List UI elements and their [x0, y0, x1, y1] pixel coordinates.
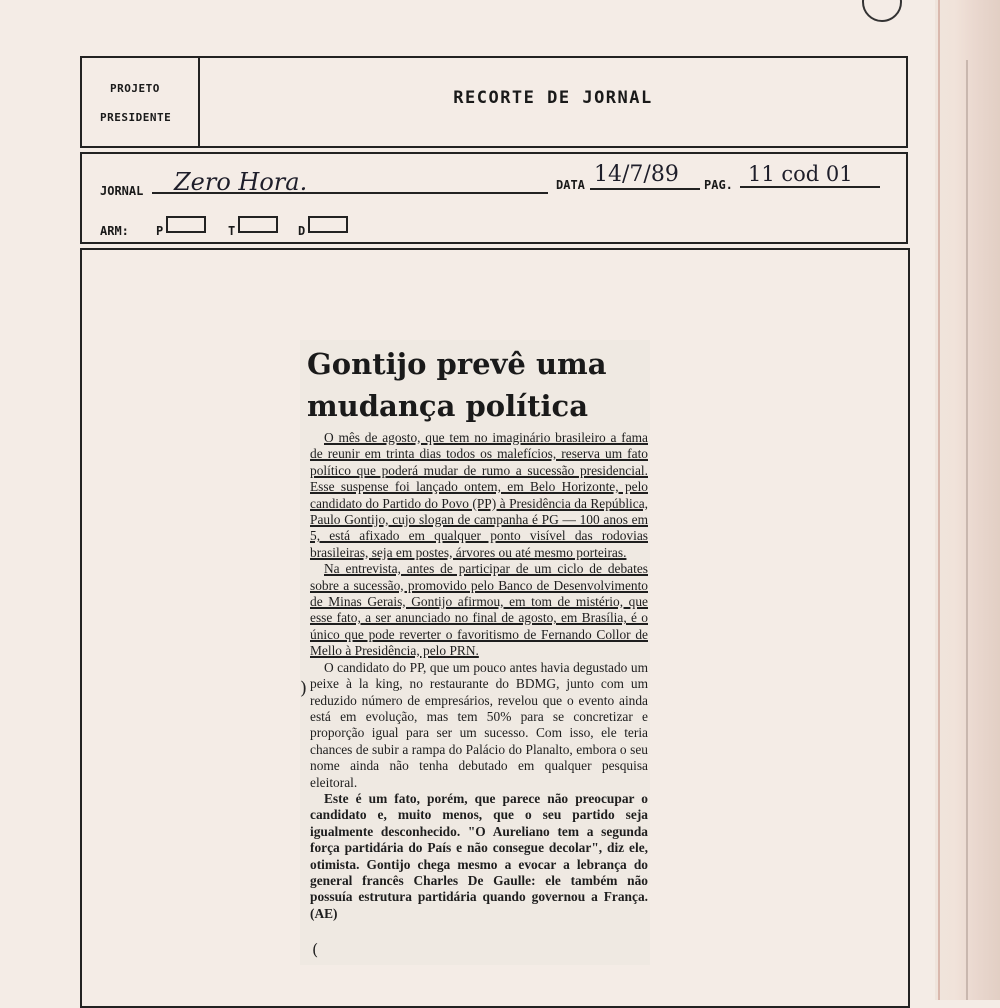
t-box	[238, 216, 278, 233]
article-body	[310, 430, 648, 922]
article-paragraph-1: O mês de agosto, que tem no imaginário brasileiro a fama de reunir em trinta dias todos os malefícios, reserva um fato político que poderá mudar de rumo a sucessão presidencial. Esse suspense foi lançado ontem, em Belo Horizonte, pelo candidato do Partido do Povo (PP) à Presidência da República, Paulo Gontijo, cujo slogan de campanha é PG — 100 anos em 5, está afixado em qualquer ponto visível das rodovias brasileiras, seja em postes, árvores ou até mesmo porteiras.	[310, 430, 648, 560]
jornal-label: JORNAL	[100, 184, 144, 198]
data-label: DATA	[556, 178, 585, 192]
form-header	[80, 56, 908, 148]
margin-bracket-mark-bottom: (	[312, 940, 319, 959]
pag-value: 11 cod 01	[748, 162, 853, 186]
form-title: RECORTE DE JORNAL	[453, 88, 653, 108]
clipping-info-form	[80, 152, 908, 244]
article-headline: Gontijo prevê uma mudança política	[307, 347, 607, 423]
data-value: 14/7/89	[594, 162, 679, 187]
d-label: D	[298, 224, 306, 238]
article-paragraph-3: O candidato do PP, que um pouco antes havia degustado um peixe à la king, no restaurante do BDMG, junto com um reduzido número de empresários, revelou que o evento ainda está em evolução, mas tem 50% para se concretizar e proporção igual para ser um sucesso. Com isso, ele teria chances de subir a rampa do Palácio do Planalto, embora o seu nome ainda não tenha debutado em qualquer pesquisa eleitoral.	[310, 659, 648, 790]
data-line	[590, 188, 700, 190]
org-line-2: PRESIDENTE	[100, 111, 172, 124]
p-label: P	[156, 224, 164, 238]
pag-line	[740, 186, 880, 188]
article-paragraph-2: Na entrevista, antes de participar de um ciclo de debates sobre a sucessão, promovido pelo Banco de Desenvolvimento de Minas Gerais, Gontijo afirmou, em tom de mistério, que esse fato, a ser anunciado no final de agosto, em Brasília, é o único que pode reverter o favoritismo de Fernando Collor de Mello à Presidência, pelo PRN.	[310, 561, 648, 659]
corner-stamp-circle	[862, 0, 902, 22]
page-edge-line	[938, 0, 940, 1000]
pag-label: PAG.	[704, 178, 733, 192]
p-box	[166, 216, 206, 233]
page-edge-line-inner	[966, 60, 968, 1000]
article-paragraph-4: Este é um fato, porém, que parece não preocupar o candidato e, muito menos, que o seu partido seja igualmente desconhecido. "O Aureliano tem a segunda força partidária do País e não consegue decolar", diz ele, otimista. Gontijo chega mesmo a evocar a lebrança do general francês Charles De Gaulle: ele também não possuía estrutura partidária quando governou a França. (AE)	[310, 790, 648, 921]
jornal-value: Zero Hora.	[174, 168, 308, 196]
t-label: T	[228, 224, 236, 238]
margin-bracket-mark: )	[300, 678, 308, 699]
arm-label: ARM:	[100, 224, 129, 238]
org-block	[82, 58, 200, 146]
org-line-1: PROJETO	[110, 82, 160, 95]
d-box	[308, 216, 348, 233]
